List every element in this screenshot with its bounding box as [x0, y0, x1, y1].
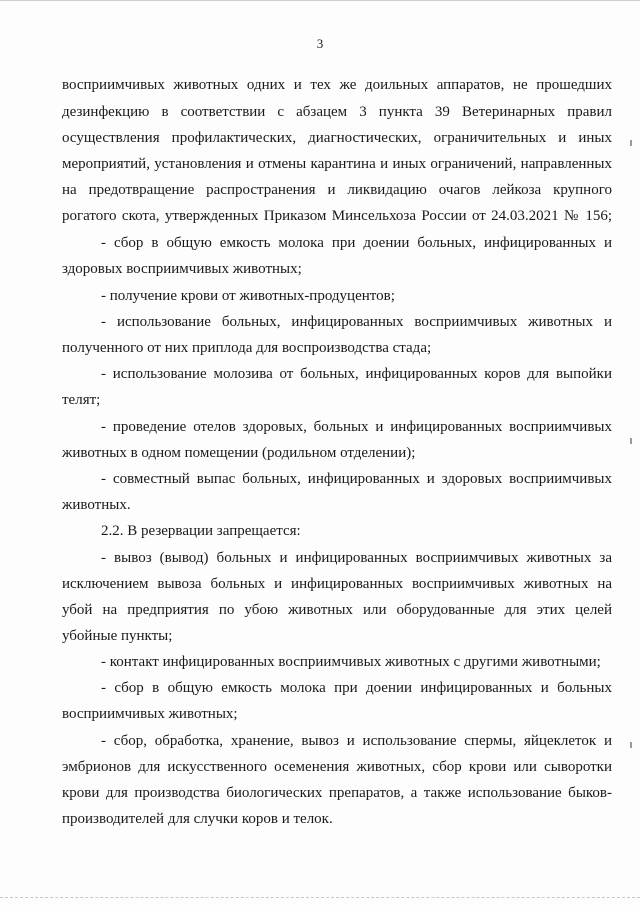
list-item: - сбор в общую емкость молока при доении инфицированных и больных	[101, 680, 612, 696]
list-item: - контакт инфицированных восприимчивых животных с другими животными;	[101, 654, 601, 670]
list-item: - вывоз (вывод) больных и инфицированных восприимчивых животных за	[101, 550, 612, 566]
text-line: рогатого скота, утвержденных Приказом Минсельхоза России от 24.03.2021 № 156;	[62, 208, 612, 224]
text-line: здоровых восприимчивых животных;	[62, 261, 302, 277]
text-line: на предотвращение распространения и ликвидацию очагов лейкоза крупного	[62, 182, 612, 198]
section-heading: 2.2. В резервации запрещается:	[101, 523, 301, 539]
text-line: восприимчивых животных;	[62, 706, 238, 722]
text-line: мероприятий, установления и отмены карантина и иных ограничений, направленных	[62, 156, 612, 172]
text-line: крови для производства биологических препаратов, а также использование быков-	[62, 785, 612, 801]
text-line: животных в одном помещении (родильном отделении);	[62, 445, 416, 461]
scan-mark	[630, 742, 632, 748]
text-line: производителей для случки коров и телок.	[62, 811, 333, 827]
text-line: убойные пункты;	[62, 628, 173, 644]
text-line: восприимчивых животных одних и тех же доильных аппаратов, не прошедших	[62, 77, 612, 93]
text-line: телят;	[62, 392, 101, 408]
list-item: - проведение отелов здоровых, больных и инфицированных восприимчивых	[101, 419, 612, 435]
text-line: осуществления профилактических, диагностических, ограничительных и иных	[62, 130, 612, 146]
scan-edge-bottom	[0, 897, 640, 899]
text-line: полученного от них приплода для воспроизводства стада;	[62, 340, 432, 356]
page-number: 3	[316, 36, 324, 51]
list-item: - совместный выпас больных, инфицированных и здоровых восприимчивых	[101, 471, 612, 487]
list-item: - использование молозива от больных, инфицированных коров для выпойки	[101, 366, 612, 382]
text-line: эмбрионов для искусственного осеменения животных, сбор крови или сыворотки	[62, 759, 612, 775]
list-item: - сбор, обработка, хранение, вывоз и использование спермы, яйцеклеток и	[101, 733, 612, 749]
list-item: - использование больных, инфицированных восприимчивых животных и	[101, 314, 612, 330]
scan-mark	[630, 140, 632, 146]
text-line: животных.	[62, 497, 131, 513]
text-line: исключением вывоза больных и инфицированных восприимчивых животных на	[62, 576, 612, 592]
text-line: убой на предприятия по убою животных или оборудованные для этих целей	[62, 602, 612, 618]
text-line: дезинфекцию в соответствии с абзацем 3 пункта 39 Ветеринарных правил	[62, 104, 612, 120]
list-item: - получение крови от животных-продуцентов;	[101, 288, 395, 304]
scan-edge-top	[0, 0, 640, 1]
list-item: - сбор в общую емкость молока при доении больных, инфицированных и	[101, 235, 612, 251]
scan-mark	[630, 438, 632, 444]
